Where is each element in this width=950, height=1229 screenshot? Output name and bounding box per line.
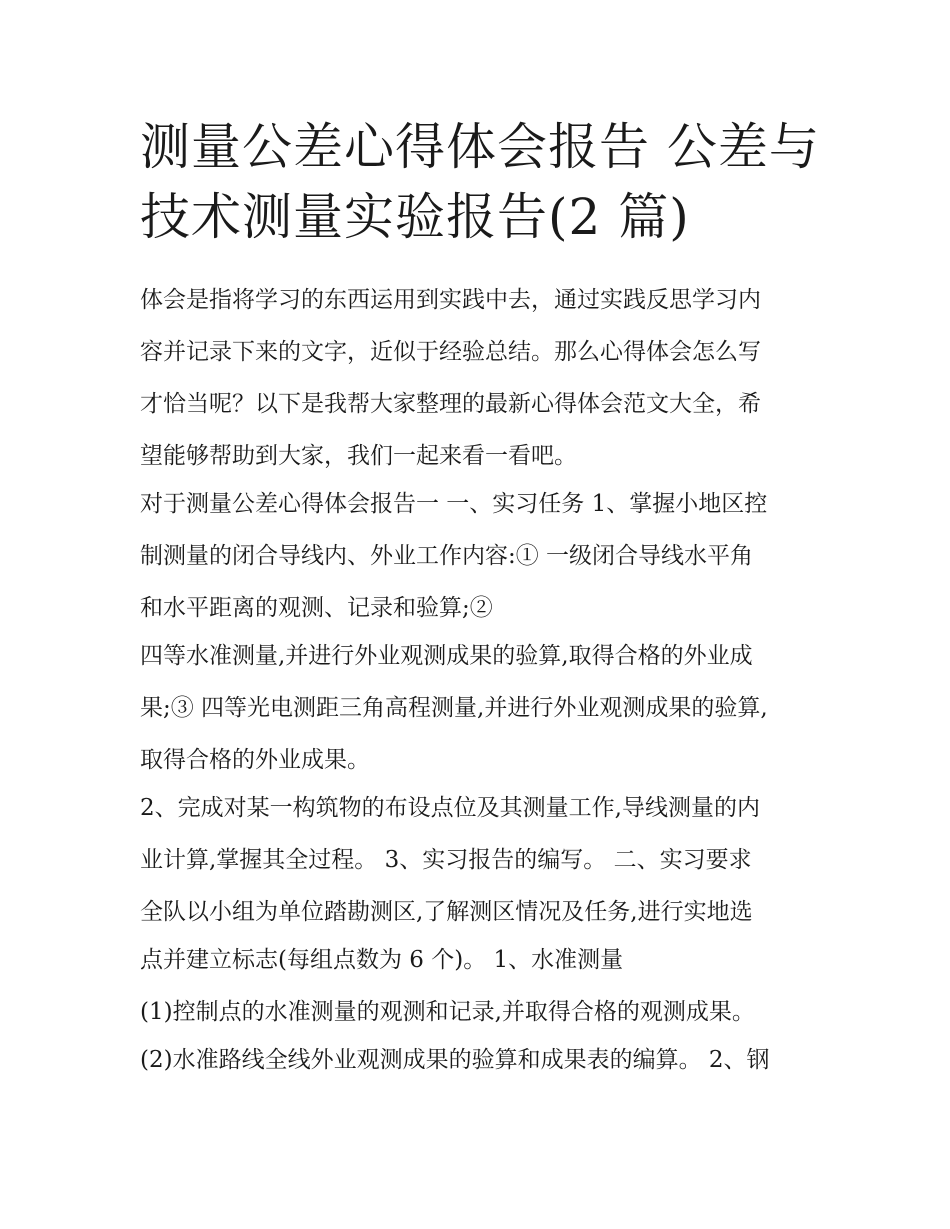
body-line: 四等水准测量,并进行外业观测成果的验算,取得合格的外业成	[140, 643, 753, 669]
body-line: 对于测量公差心得体会报告一 一、实习任务 1、掌握小地区控	[140, 491, 768, 517]
body-line: 2、完成对某一构筑物的布设点位及其测量工作,导线测量的内	[140, 795, 760, 821]
body-line: 体会是指将学习的东西运用到实践中去，通过实践反思学习内	[140, 287, 761, 313]
body-line: 全队以小组为单位踏勘测区,了解测区情况及任务,进行实地选	[140, 899, 753, 925]
body-line: (2)水准路线全线外业观测成果的验算和成果表的编算。 2、钢	[140, 1047, 770, 1073]
title-line-2: 技术测量实验报告(2 篇)	[140, 188, 690, 246]
body-line: 果;③ 四等光电测距三角高程测量,并进行外业观测成果的验算,	[140, 695, 768, 721]
body-line: 容并记录下来的文字，近似于经验总结。那么心得体会怎么写	[140, 339, 761, 365]
body-line: 和水平距离的观测、记录和验算;②	[140, 595, 493, 621]
body-line: 点并建立标志(每组点数为 6 个)。 1、水准测量	[140, 947, 624, 973]
body-line: (1)控制点的水准测量的观测和记录,并取得合格的观测成果。	[140, 999, 755, 1025]
body-line: 制测量的闭合导线内、外业工作内容:① 一级闭合导线水平角	[140, 543, 754, 569]
body-line: 业计算,掌握其全过程。 3、实习报告的编写。 二、实习要求	[140, 847, 752, 873]
document-title	[140, 112, 820, 252]
body-line: 取得合格的外业成果。	[140, 747, 370, 773]
body-line: 才恰当呢？以下是我帮大家整理的最新心得体会范文大全，希	[140, 391, 761, 417]
title-line-1: 测量公差心得体会报告 公差与	[140, 118, 820, 176]
body-line: 望能够帮助到大家，我们一起来看一看吧。	[140, 443, 577, 469]
